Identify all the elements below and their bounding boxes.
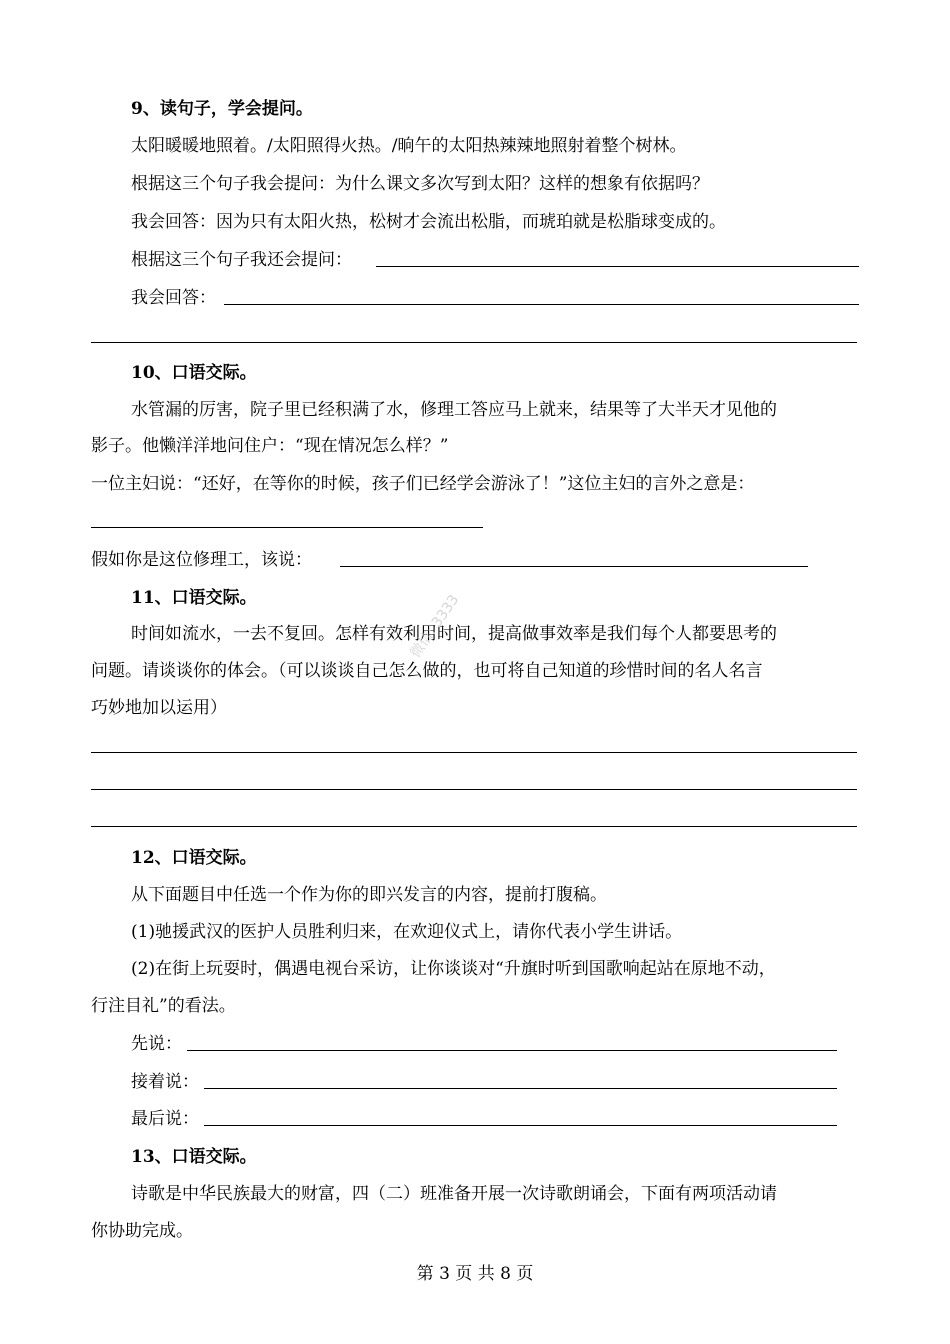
- q12-option-2-line-2: 行注目礼”的看法。: [91, 996, 236, 1016]
- watermark: 微信: 3333: [407, 592, 463, 661]
- q10-repairman-answer-line[interactable]: [340, 566, 808, 567]
- q13-para-line-1: 诗歌是中华民族最大的财富，四（二）班准备开展一次诗歌朗诵会，下面有两项活动请: [131, 1184, 777, 1204]
- q9-question-answer-line[interactable]: [376, 266, 859, 267]
- q9-example-question: 根据这三个句子我会提问：为什么课文多次写到太阳？这样的想象有依据吗？: [131, 174, 709, 194]
- q11-title: 11、口语交际。: [131, 588, 257, 608]
- q12-option-1: (1)驰援武汉的医护人员胜利归来，在欢迎仪式上，请你代表小学生讲话。: [131, 922, 683, 942]
- q11-answer-line-2[interactable]: [91, 789, 857, 790]
- q9-example-answer: 我会回答：因为只有太阳火热，松树才会流出松脂，而琥珀就是松脂球变成的。: [131, 212, 726, 232]
- q12-next-prompt: 接着说：: [131, 1072, 199, 1092]
- q10-repairman-prompt: 假如你是这位修理工，该说：: [91, 550, 312, 570]
- q12-option-2-line-1: (2)在街上玩耍时，偶遇电视台采访，让你谈谈对“升旗时听到国歌响起站在原地不动，: [131, 959, 776, 979]
- q12-title: 12、口语交际。: [131, 848, 257, 868]
- q11-answer-line-1[interactable]: [91, 752, 857, 753]
- q10-title: 10、口语交际。: [131, 363, 257, 383]
- page-footer: 第 3 页 共 8 页: [416, 1264, 534, 1284]
- q11-para-line-2: 问题。请谈谈你的体会。（可以谈谈自己怎么做的，也可将自己知道的珍惜时间的名人名言: [91, 661, 763, 681]
- q12-first-prompt: 先说：: [131, 1034, 182, 1054]
- q10-meaning-answer-line[interactable]: [91, 527, 483, 528]
- q9-answer-prompt: 我会回答：: [131, 288, 216, 308]
- q9-answer-line[interactable]: [224, 304, 859, 305]
- q12-intro: 从下面题目中任选一个作为你的即兴发言的内容，提前打腹稿。: [131, 885, 607, 905]
- q12-first-answer-line[interactable]: [187, 1050, 837, 1051]
- q11-para-line-1: 时间如流水，一去不复回。怎样有效利用时间，提高做事效率是我们每个人都要思考的: [131, 624, 777, 644]
- q13-title: 13、口语交际。: [131, 1147, 257, 1167]
- q11-answer-line-3[interactable]: [91, 826, 857, 827]
- q10-story-line-2: 影子。他懒洋洋地问住户：“现在情况怎么样？”: [91, 436, 449, 456]
- q11-para-line-3: 巧妙地加以运用）: [91, 698, 227, 718]
- q13-para-line-2: 你协助完成。: [91, 1221, 193, 1241]
- q9-title: 9、读句子，学会提问。: [131, 99, 313, 119]
- q9-question-prompt: 根据这三个句子我还会提问：: [131, 250, 352, 270]
- q12-last-answer-line[interactable]: [204, 1125, 837, 1126]
- q12-last-prompt: 最后说：: [131, 1109, 199, 1129]
- q9-answer-line-2[interactable]: [91, 342, 857, 343]
- q10-housewife-prompt: 一位主妇说：“还好，在等你的时候，孩子们已经学会游泳了！”这位主妇的言外之意是：: [91, 474, 755, 494]
- q12-next-answer-line[interactable]: [204, 1088, 837, 1089]
- q10-story-line-1: 水管漏的厉害，院子里已经积满了水，修理工答应马上就来，结果等了大半天才见他的: [131, 400, 777, 420]
- q9-sentences: 太阳暖暖地照着。/太阳照得火热。/晌午的太阳热辣辣地照射着整个树林。: [131, 136, 687, 156]
